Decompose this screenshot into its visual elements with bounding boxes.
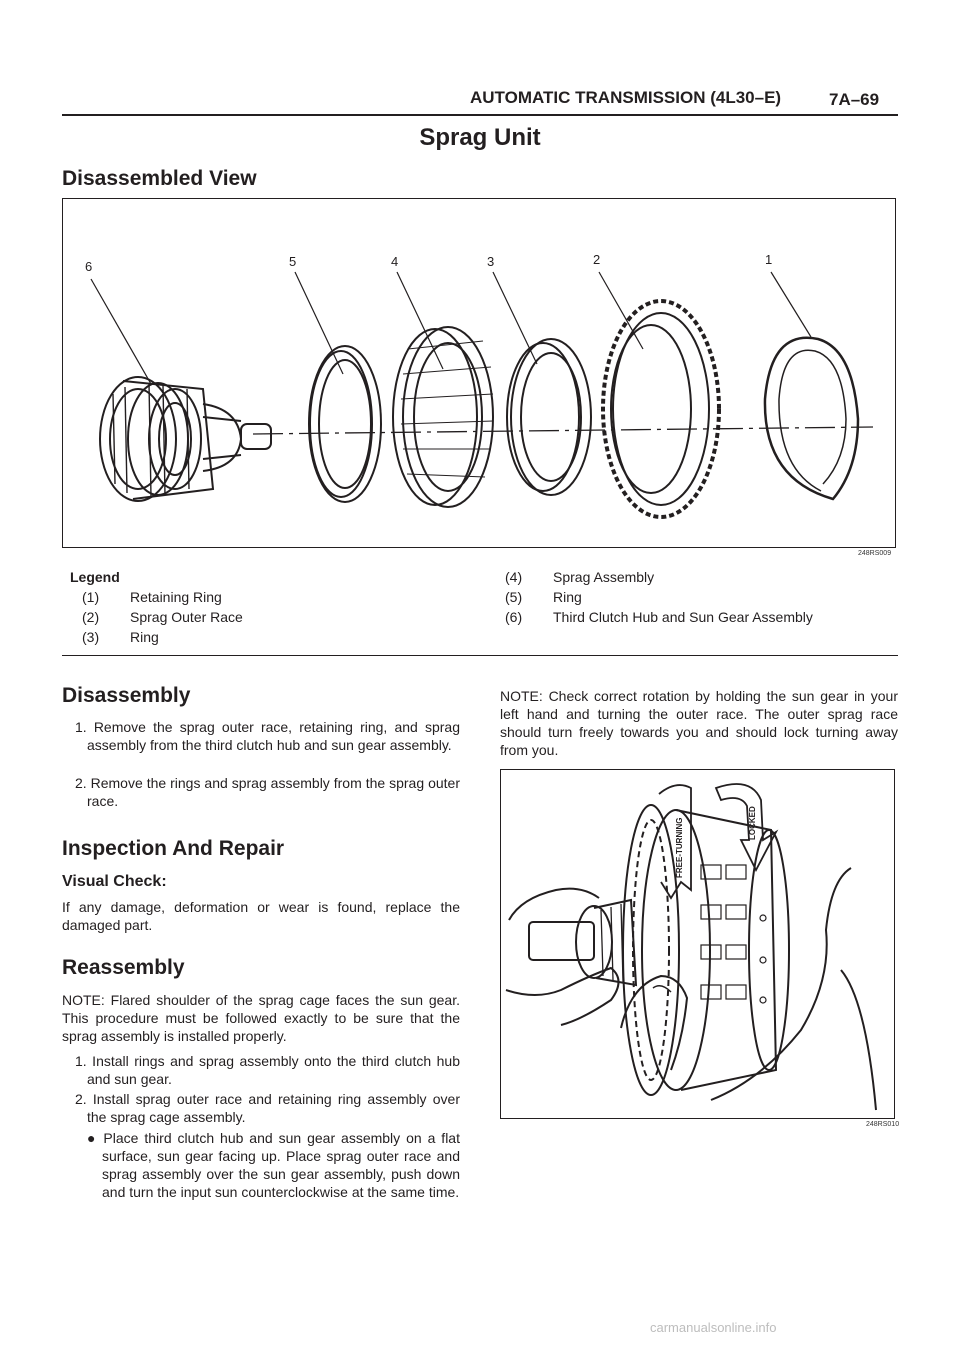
- legend-item: (6) Third Clutch Hub and Sun Gear Assembly: [505, 609, 813, 625]
- bullet-icon: ●: [87, 1130, 104, 1146]
- reassembly-step: 2. Install sprag outer race and retaining ring assembly over the sprag cage assembly.: [75, 1091, 460, 1125]
- disassembled-view-figure: [62, 198, 896, 548]
- reassembly-heading: Reassembly: [62, 956, 185, 979]
- disassembly-step: 1. Remove the sprag outer race, retaining ring, and sprag assembly from the third clutch hub and sun gear assembly.: [75, 719, 460, 753]
- page-number: 7A–69: [829, 90, 880, 109]
- figure2-code: 248RS010: [866, 1121, 900, 1128]
- legend-item: (4) Sprag Assembly: [505, 569, 655, 585]
- running-header-title: AUTOMATIC TRANSMISSION (4L30–E): [470, 88, 782, 107]
- callout-5: 5: [289, 254, 297, 269]
- watermark: carmanualsonline.info: [650, 1320, 777, 1335]
- reassembly-note: NOTE: Flared shoulder of the sprag cage faces the sun gear. This procedure must be followed exactly to be sure that the sprag assembly is installed properly.: [62, 992, 460, 1044]
- legend-item: (3) Ring: [82, 629, 159, 645]
- hand-rotation-illustration: [501, 770, 894, 1118]
- locked-label: LOCKED: [748, 806, 757, 840]
- free-turning-label: FREE-TURNING: [675, 817, 684, 878]
- page-title: Sprag Unit: [419, 124, 541, 151]
- reassembly-step: 1. Install rings and sprag assembly onto the third clutch hub and sun gear.: [75, 1053, 460, 1087]
- callout-1: 1: [765, 252, 773, 267]
- callout-3: 3: [487, 254, 495, 269]
- disassembly-heading: Disassembly: [62, 684, 191, 707]
- legend-heading: Legend: [70, 569, 120, 585]
- disassembled-view-heading: Disassembled View: [62, 167, 257, 190]
- legend-rule: [62, 655, 898, 656]
- reassembly-bullet: ● Place third clutch hub and sun gear assembly on a flat surface, sun gear facing up. Place sprag outer race and sprag assembly over the sun gear assembly, push down and turn the input sun counterclockwise at the same time.: [87, 1130, 460, 1200]
- header-rule: [62, 114, 898, 116]
- legend-item: (2) Sprag Outer Race: [82, 609, 243, 625]
- legend-item: (5) Ring: [505, 589, 582, 605]
- rotation-note: NOTE: Check correct rotation by holding the sun gear in your left hand and turning the outer race. The outer sprag race should turn freely towards you and should lock turning away from you.: [500, 688, 898, 758]
- callout-4: 4: [391, 254, 399, 269]
- legend-item: (1) Retaining Ring: [82, 589, 222, 605]
- callout-2: 2: [593, 252, 601, 267]
- visual-check-heading: Visual Check:: [62, 873, 167, 890]
- inspection-heading: Inspection And Repair: [62, 837, 285, 860]
- sprag-rotation-figure: [500, 769, 895, 1119]
- sprag-parts-illustration: [63, 199, 895, 547]
- inspection-text: If any damage, deformation or wear is found, replace the damaged part.: [62, 899, 460, 933]
- disassembly-step: 2. Remove the rings and sprag assembly from the sprag outer race.: [75, 775, 460, 809]
- callout-6: 6: [85, 259, 93, 274]
- figure1-code: 248RS009: [858, 550, 892, 557]
